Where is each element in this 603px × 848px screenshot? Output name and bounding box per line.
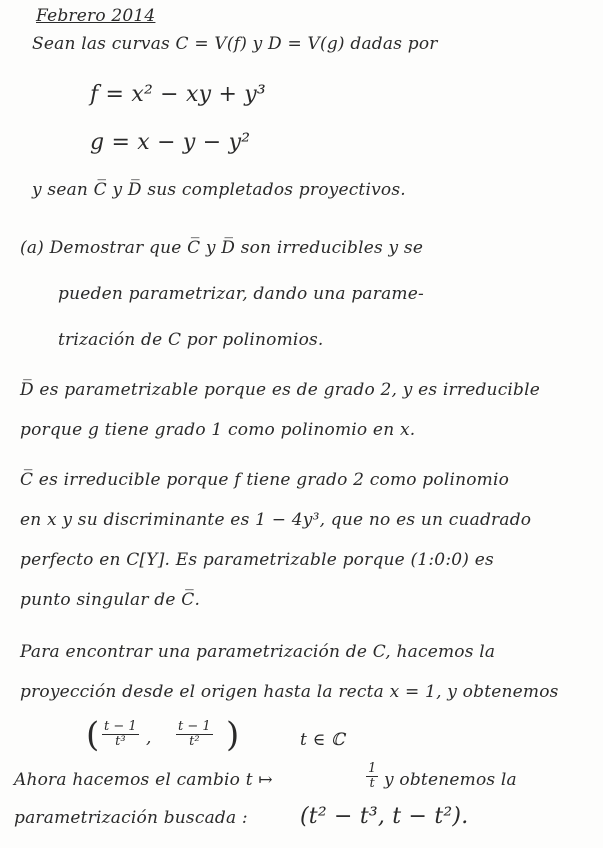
fraction-2-numerator: t − 1 bbox=[178, 719, 211, 734]
solution-line-2: porque g tiene grado 1 como polinomio en x. bbox=[20, 420, 416, 440]
fraction-1-denominator: t³ bbox=[115, 734, 126, 749]
fraction-3-denominator: t bbox=[369, 776, 375, 791]
parametrization-line-2: proyección desde el origen hasta la recta x = 1, y obtenemos bbox=[20, 682, 559, 702]
solution-line-5: perfecto en C[Y]. Es parametrizable porque (1:0:0) es bbox=[20, 550, 494, 570]
change-line-end: y obtenemos la bbox=[384, 770, 517, 790]
close-paren: ) bbox=[226, 715, 240, 755]
final-parametrization: (t² − t³, t − t²). bbox=[300, 804, 469, 829]
fraction-3-numerator: 1 bbox=[368, 761, 377, 776]
fraction-3 bbox=[366, 762, 378, 791]
page-title: Febrero 2014 bbox=[36, 6, 156, 26]
solution-line-4: en x y su discriminante es 1 − 4y³, que no es un cuadrado bbox=[20, 510, 532, 530]
statement-line-2: y sean C̅ y D̅ sus completados proyectivos. bbox=[32, 180, 406, 200]
fraction-2 bbox=[176, 720, 213, 749]
comma-separator: , bbox=[146, 728, 152, 748]
statement-line-1: Sean las curvas C = V(f) y D = V(g) dadas por bbox=[32, 34, 438, 54]
fraction-1-numerator: t − 1 bbox=[104, 719, 137, 734]
part-a-line-2: pueden parametrizar, dando una parame- bbox=[58, 284, 424, 304]
solution-line-6: punto singular de C̅. bbox=[20, 590, 201, 610]
parametrization-line-1: Para encontrar una parametrización de C, hacemos la bbox=[20, 642, 496, 662]
equation-f: f = x² − xy + y³ bbox=[90, 82, 266, 107]
fraction-2-denominator: t² bbox=[189, 734, 200, 749]
part-a-line-1: (a) Demostrar que C̅ y D̅ son irreducibles y se bbox=[20, 238, 424, 258]
change-text: Ahora hacemos el cambio t ↦ bbox=[14, 770, 273, 790]
parameter-domain: t ∈ ℂ bbox=[300, 730, 345, 750]
parametrization-line-4: parametrización buscada : bbox=[14, 808, 248, 828]
part-a-line-3: trización de C por polinomios. bbox=[58, 330, 324, 350]
solution-line-1: D̅ es parametrizable porque es de grado 2, y es irreducible bbox=[20, 380, 541, 400]
fraction-1 bbox=[102, 720, 139, 749]
change-line bbox=[14, 770, 273, 790]
equation-g: g = x − y − y² bbox=[90, 130, 251, 155]
open-paren: ( bbox=[86, 715, 100, 755]
solution-line-3: C̅ es irreducible porque f tiene grado 2 como polinomio bbox=[20, 470, 510, 490]
